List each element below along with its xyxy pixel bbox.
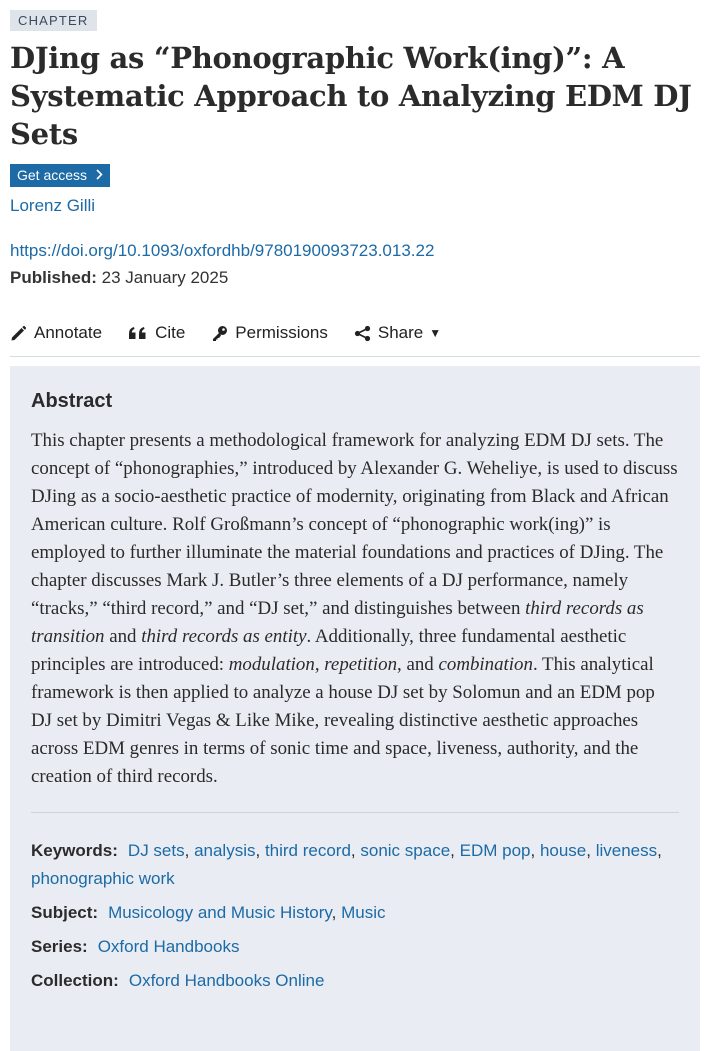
keyword-link[interactable]: analysis [194,841,256,860]
keyword-link[interactable]: house [539,841,587,860]
series-label: Series: [31,937,88,956]
author-link[interactable]: Lorenz Gilli [10,196,96,215]
keyword-link[interactable]: phonographic work [31,869,175,888]
annotate-label: Annotate [34,323,103,342]
subject-label: Subject: [31,903,99,922]
abstract-text: This chapter presents a methodological framework for analyzing EDM DJ sets. The concept of “phonographies,” introduced by Alexander G. Weheliye, is used to discuss DJing as a socio-aesthetic practice of modernity, originating from Black and African American culture. Rolf Großmann’s concept of “phonographic work(ing)” is employed to further illuminate the material foundations and practices of DJing. The chapter discusses Mark J. Butler’s three elements of a DJ performance, namely “tracks,” “third record,” and “DJ set,” and distinguishes between third records as transition and third records as entity. Additionally, three fundamental aesthetic principles are introduced: modulation, repetition, and combination. This analytical framework is then applied to analyze a house DJ set by Solomun and an EDM pop DJ set by Dimitri Vegas & Like Mike, revealing distinctive aesthetic approaches across EDM genres in terms of sonic time and space, liveness, authority, and the creation of third records. [31,430,678,787]
get-access-button[interactable] [10,164,110,187]
key-icon [211,325,228,342]
chapter-page [10,10,700,1051]
cite-button[interactable] [128,323,185,343]
published-label: Published: [10,268,97,287]
abstract-panel [10,366,700,1051]
subject-link[interactable]: Musicology and Music History [108,903,332,922]
keyword-link[interactable]: EDM pop [459,841,531,860]
keyword-link[interactable]: liveness [595,841,658,860]
series-link[interactable]: Oxford Handbooks [97,937,240,956]
keyword-link[interactable]: sonic space [360,841,451,860]
content-type-badge: CHAPTER [10,10,97,31]
pencil-icon [10,325,27,342]
keywords-label: Keywords: [31,841,118,860]
subject-link[interactable]: Music [341,903,386,922]
abstract-heading: Abstract [31,390,113,412]
keywords-row: Keywords: DJ sets, analysis, third record, sonic space, EDM pop, house, liveness, phonographic work [31,841,662,888]
share-label: Share [377,323,424,342]
abstract-divider [31,812,679,813]
get-access-label: Get access [17,167,88,183]
permissions-label: Permissions [235,323,328,342]
permissions-button[interactable] [211,323,328,343]
collection-label: Collection: [31,971,119,990]
toolbar-divider [10,356,700,357]
doi-link[interactable]: https://doi.org/10.1093/oxfordhb/9780190093723.013.22 [10,241,435,260]
chapter-title: DJing as “Phonographic Work(ing)”: A Systematic Approach to Analyzing EDM DJ Sets [10,41,692,151]
published-date: 23 January 2025 [101,268,229,287]
chevron-right-icon [96,164,103,187]
share-button[interactable] [354,323,441,343]
collection-link[interactable]: Oxford Handbooks Online [128,971,325,990]
caret-down-icon: ▼ [429,326,442,340]
quote-icon [128,325,148,341]
series-row [31,933,679,961]
metadata-list [31,837,679,995]
collection-row [31,967,679,995]
share-icon [354,325,371,342]
keyword-link[interactable]: DJ sets [127,841,185,860]
cite-label: Cite [155,323,186,342]
keyword-link[interactable]: third record [264,841,351,860]
published-line [10,266,700,290]
annotate-button[interactable] [10,323,102,343]
subject-row: Subject: Musicology and Music History, Music [31,903,386,922]
article-toolbar [10,320,700,346]
